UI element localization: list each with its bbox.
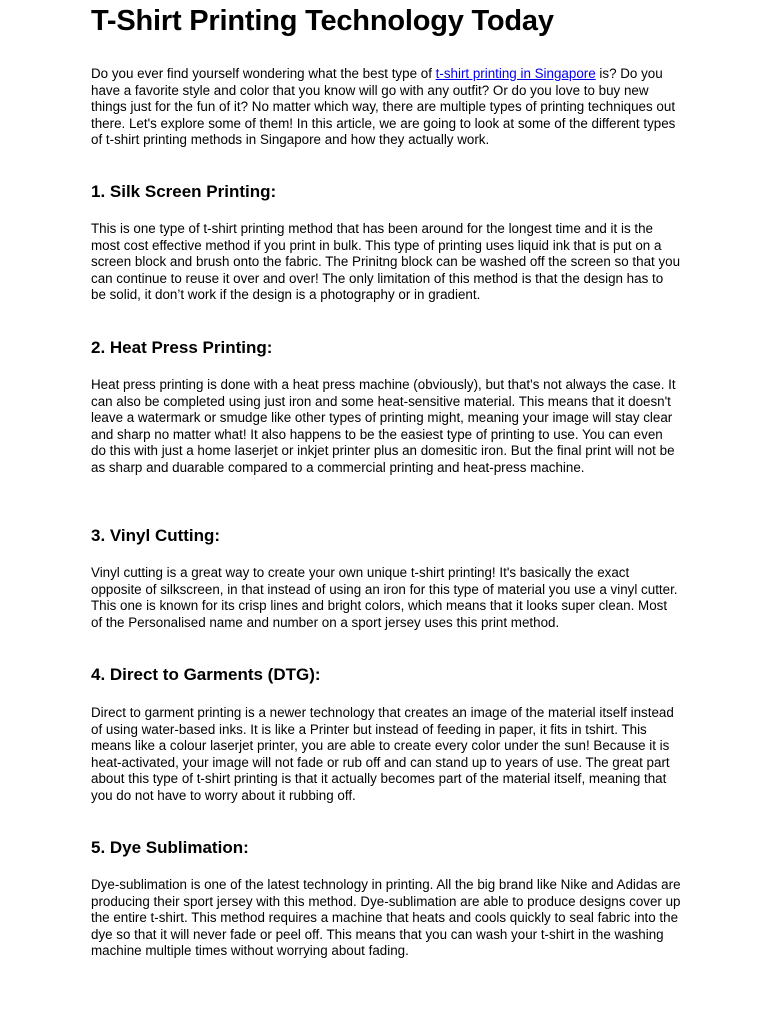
singapore-printing-link[interactable]: t-shirt printing in Singapore bbox=[435, 66, 596, 81]
section-body-dye-sublimation: Dye-sublimation is one of the latest technology in printing. All the big brand like Nike and Adidas are producing their sport jersey with this method. Dye-sublimation are able to produce designs cover up the entire t-shirt. This method requires a machine that heats and cools quickly to seal fabric into the dye so that it will never fade or peel off. This means that you can wash your t-shirt in the washing machine multiple times without worrying about fading. bbox=[91, 877, 681, 958]
section-heading-silk-screen: 1. Silk Screen Printing: bbox=[91, 182, 277, 201]
section-heading-dtg: 4. Direct to Garments (DTG): bbox=[91, 665, 321, 684]
section-body-heat-press: Heat press printing is done with a heat press machine (obviously), but that's not always the case. It can also be completed using just iron and some heat-sensitive material. This means that it doesn't leave a watermark or smudge like other types of printing might, meaning your image will stay clear and sharp no matter what! It also happens to be the easiest type of printing to use. You can even do this with just a home laserjet or inkjet printer plus an domesitic iron. But the final print will not be as sharp and duarable compared to a commercial printing and heat-press machine. bbox=[91, 377, 676, 475]
intro-paragraph bbox=[91, 66, 681, 149]
intro-text-before-link: Do you ever find yourself wondering what the best type of bbox=[91, 66, 436, 81]
intro-text-after-link: is? Do you have a favorite style and color that you know will go with any outfit? Or do you love to buy new things just for the fun of it? No matter which way, there are multiple types of printing techniques out there. Let's explore some of them! In this article, we are going to look at some of the different types of t-shirt printing methods in Singapore and how they actually work. bbox=[91, 66, 676, 147]
section-heading-dye-sublimation: 5. Dye Sublimation: bbox=[91, 838, 249, 857]
section-heading-vinyl-cutting: 3. Vinyl Cutting: bbox=[91, 526, 221, 545]
section-heading-heat-press: 2. Heat Press Printing: bbox=[91, 338, 273, 357]
page-title: T-Shirt Printing Technology Today bbox=[91, 5, 554, 37]
section-body-silk-screen: This is one type of t-shirt printing method that has been around for the longest time and it is the most cost effective method if you print in bulk. This type of printing uses liquid ink that is put on a screen block and brush onto the fabric. The Prinitng block can be washed off the screen so that you can continue to reuse it over and over! The only limitation of this method is that the design has to be solid, it don’t work if the design is a photography or in gradient. bbox=[91, 221, 681, 302]
section-body-dtg: Direct to garment printing is a newer technology that creates an image of the material itself instead of using water-based inks. It is like a Printer but instead of feeding in paper, it fits in tshirt. This means like a colour laserjet printer, you are able to create every color under the sun! Because it is heat-activated, your image will not fade or rub off and can stand up to years of use. The great part about this type of t-shirt printing is that it actually becomes part of the material itself, meaning that you do not have to worry about it rubbing off. bbox=[91, 705, 674, 803]
section-body-vinyl-cutting: Vinyl cutting is a great way to create your own unique t-shirt printing! It's basically the exact opposite of silkscreen, in that instead of using an iron for this type of material you use a vinyl cutter. This one is known for its crisp lines and bright colors, which means that it looks super clean. Most of the Personalised name and number on a sport jersey uses this print method. bbox=[91, 565, 678, 630]
